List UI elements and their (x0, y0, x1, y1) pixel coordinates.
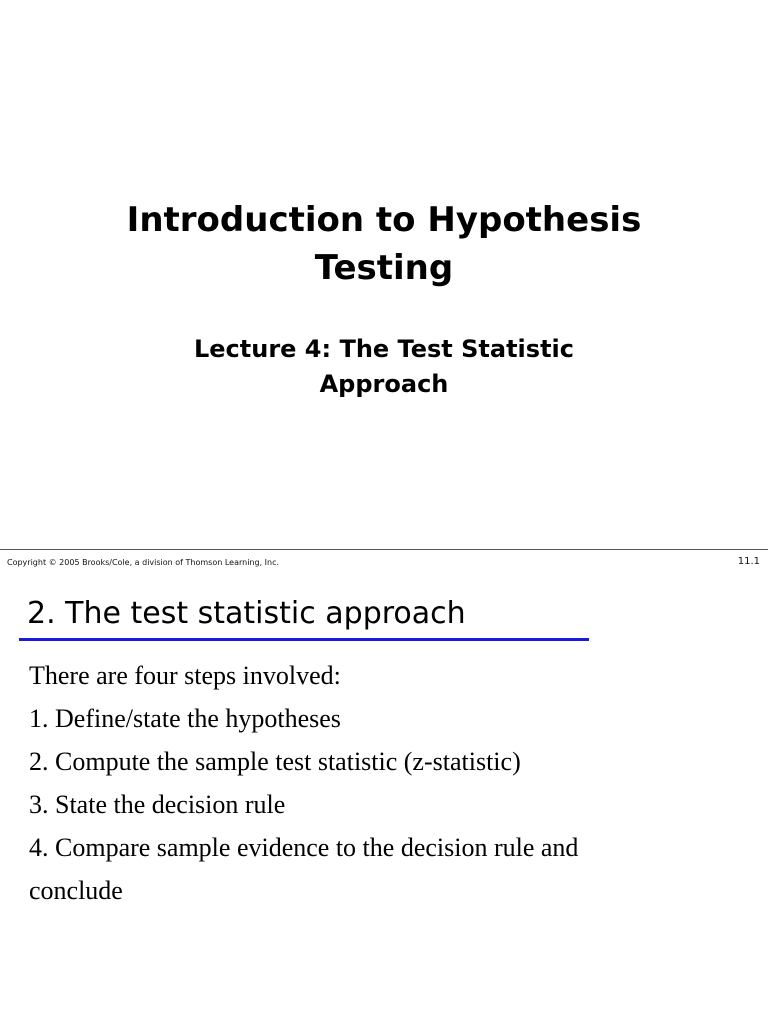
slide-number: 11.1 (737, 556, 760, 567)
slide-title (0, 196, 768, 292)
copyright-notice: Copyright © 2005 Brooks/Cole, a division of Thomson Learning, Inc. (7, 558, 280, 567)
slide-divider (0, 549, 768, 550)
heading-underline (19, 638, 589, 641)
slide-subtitle (0, 332, 768, 402)
slide-subtitle-line-1: Lecture 4: The Test Statistic (193, 335, 574, 363)
list-item: There are four steps involved: (29, 661, 341, 690)
list-item: 4. Compare sample evidence to the decision rule and (29, 833, 579, 862)
steps-list (29, 654, 729, 912)
list-item: 1. Define/state the hypotheses (29, 704, 341, 733)
slide-title-line-2: Testing (314, 248, 454, 288)
list-item: conclude (29, 876, 123, 905)
list-item: 2. Compute the sample test statistic (z-statistic) (29, 747, 521, 776)
slide-title-line-1: Introduction to Hypothesis (126, 200, 642, 240)
section-heading: 2. The test statistic approach (27, 596, 466, 631)
list-item: 3. State the decision rule (29, 790, 286, 819)
slide-subtitle-line-2: Approach (319, 370, 449, 398)
